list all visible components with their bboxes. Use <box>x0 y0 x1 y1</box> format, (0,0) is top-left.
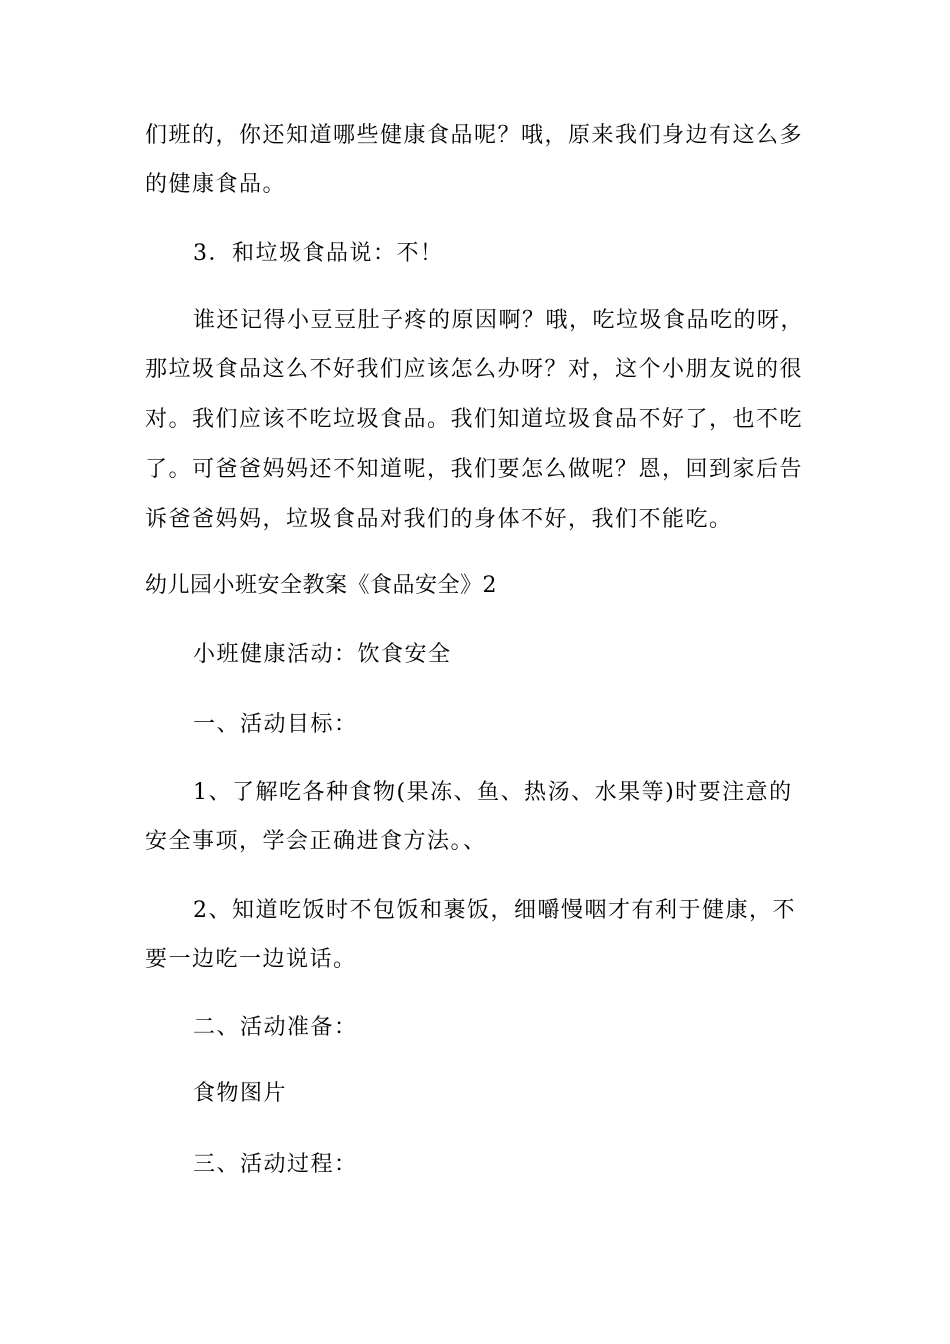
document-title: 幼儿园小班安全教案《食品安全》2 <box>145 573 497 598</box>
paragraph-line: 那垃圾食品这么不好我们应该怎么办呀？对，这个小朋友说的很 <box>145 357 804 382</box>
paragraph-line: 的健康食品。 <box>145 172 287 197</box>
paragraph-line: 对。我们应该不吃垃圾食品。我们知道垃圾食品不好了，也不吃 <box>145 407 804 432</box>
paragraph-line: 了。可爸爸妈妈还不知道呢，我们要怎么做呢？恩，回到家后告 <box>145 457 804 482</box>
paragraph-line: 食物图片 <box>193 1081 288 1106</box>
section-heading: 二、活动准备： <box>193 1015 358 1040</box>
paragraph-line: 诉爸爸妈妈，垃圾食品对我们的身体不好，我们不能吃。 <box>145 507 733 532</box>
section-heading: 3．和垃圾食品说：不！ <box>193 241 444 266</box>
paragraph-line: 安全事项，学会正确进食方法。、 <box>145 829 487 854</box>
section-heading: 三、活动过程： <box>193 1152 358 1177</box>
section-heading: 一、活动目标： <box>193 712 358 737</box>
activity-title: 小班健康活动：饮食安全 <box>193 642 452 667</box>
paragraph-line: 2、知道吃饭时不包饭和裹饭，细嚼慢咽才有利于健康，不 <box>193 898 796 923</box>
paragraph-line: 们班的，你还知道哪些健康食品呢？哦，原来我们身边有这么多 <box>145 123 804 148</box>
paragraph-line: 要一边吃一边说话。 <box>145 947 357 972</box>
paragraph-line: 谁还记得小豆豆肚子疼的原因啊？哦，吃垃圾食品吃的呀， <box>193 308 805 333</box>
paragraph-line: 1、了解吃各种食物(果冻、鱼、热汤、水果等)时要注意的 <box>193 780 793 805</box>
